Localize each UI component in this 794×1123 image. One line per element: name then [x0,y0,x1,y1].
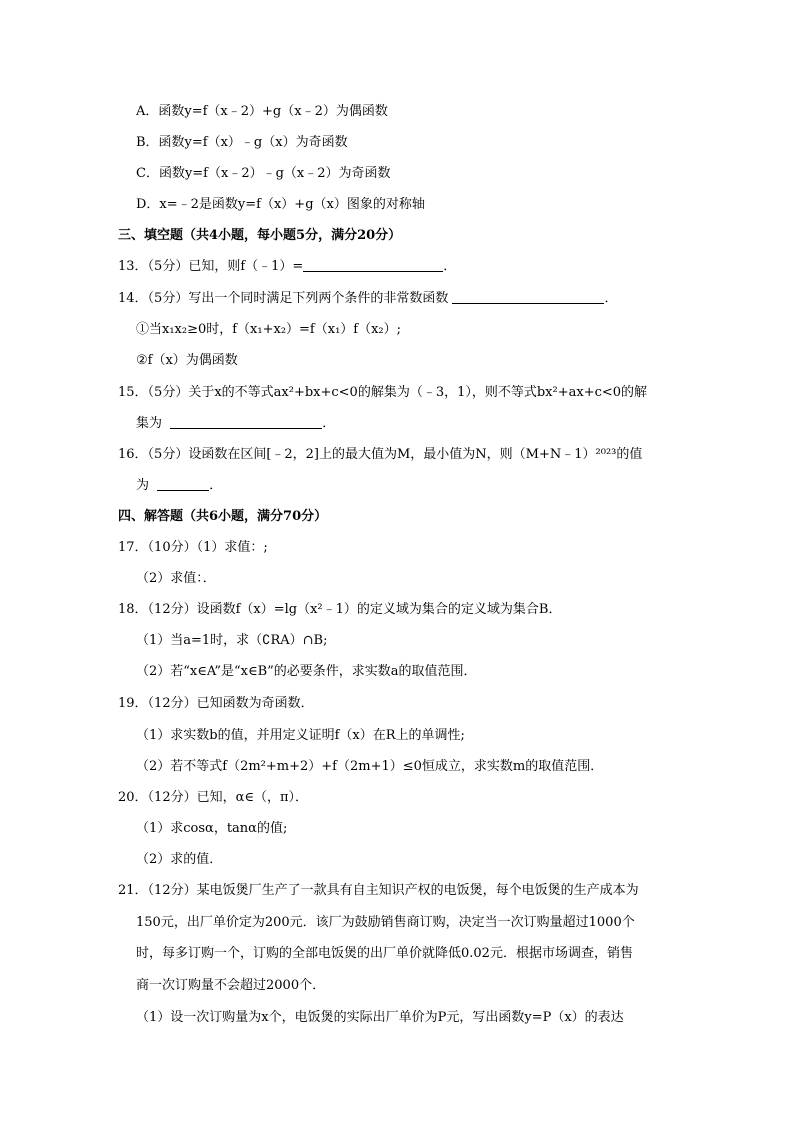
question-14-text: 14．（5分）写出一个同时满足下列两个条件的非常数函数 [118,291,449,306]
question-13-end: ． [443,259,457,274]
question-21: 21．（12分）某电饭煲厂生产了一款具有自主知识产权的电饭煲，每个电饭煲的生产成本为 [118,883,639,898]
question-19-part-2: （2）若不等式f（2m²+m+2）+f（2m+1）≤0恒成立，求实数m的取值范围． [136,759,604,774]
question-15: 15．（5分）关于x的不等式ax²+bx+c<0的解集为（﹣3，1），则不等式bx²+ax+c<0的解 [118,385,648,400]
question-17: 17．（10分）（1）求值：; [118,540,268,555]
option-c: C．函数y=f（x﹣2）﹣g（x﹣2）为奇函数 [136,166,391,181]
question-21-line-3: 时，每多订购一个，订购的全部电饭煲的出厂单价就降低0.02元．根据市场调查，销售 [136,946,633,961]
answer-blank [157,476,209,491]
section-4-title: 四、解答题（共6小题，满分70分） [118,509,328,524]
question-14-condition-1: ①当x₁x₂≥0时，f（x₁+x₂）=f（x₁）f（x₂）; [136,322,402,337]
question-16-end: ． [209,478,223,493]
question-14 [118,289,617,309]
question-19: 19．（12分）已知函数为奇函数． [118,696,314,711]
question-20-part-1: （1）求cosα，tanα的值; [136,821,288,836]
question-19-part-1: （1）求实数b的值，并用定义证明f（x）在R上的单调性; [136,728,465,743]
question-18-part-1: （1）当a=1时，求（∁RA）∩B; [136,633,328,648]
question-16-cont: 为 [136,478,150,493]
question-15-cont: 集为 [136,416,163,431]
question-16-continuation [136,476,222,496]
question-18-part-2: （2）若“x∈A”是“x∈B”的必要条件，求实数a的取值范围． [136,664,477,679]
answer-blank [303,257,443,272]
answer-blank [452,289,604,304]
option-b: B．函数y=f（x）﹣g（x）为奇函数 [136,135,348,150]
option-a: A．函数y=f（x﹣2）+g（x﹣2）为偶函数 [136,104,388,119]
question-15-end: ． [322,416,336,431]
question-20-part-2: （2）求的值． [136,852,223,867]
question-21-line-4: 商一次订购量不会超过2000个． [136,978,326,993]
option-d: D．x=﹣2是函数y=f（x）+g（x）图象的对称轴 [136,197,425,212]
question-21-line-2: 150元，出厂单价定为200元．该厂为鼓励销售商订购，决定当一次订购量超过1000个 [136,915,635,930]
question-15-continuation [136,414,335,434]
question-13 [118,257,456,277]
question-14-end: ． [604,291,618,306]
answer-blank [170,414,322,429]
question-17-part-2: （2）求值：． [136,571,216,586]
question-20: 20．（12分）已知，α∈（，π）． [118,790,309,805]
question-14-condition-2: ②f（x）为偶函数 [136,353,238,368]
question-21-part-1: （1）设一次订购量为x个，电饭煲的实际出厂单价为P元，写出函数y=P（x）的表达 [136,1010,624,1025]
section-3-title: 三、填空题（共4小题，每小题5分，满分20分） [118,228,402,243]
question-16: 16．（5分）设函数在区间[﹣2，2]上的最大值为M，最小值为N，则（M+N﹣1）²⁰²³的值 [118,447,643,462]
question-13-text: 13．（5分）已知，则f（﹣1）= [118,259,304,274]
question-18: 18．（12分）设函数f（x）=lg（x²﹣1）的定义域为集合的定义域为集合B． [118,602,562,617]
